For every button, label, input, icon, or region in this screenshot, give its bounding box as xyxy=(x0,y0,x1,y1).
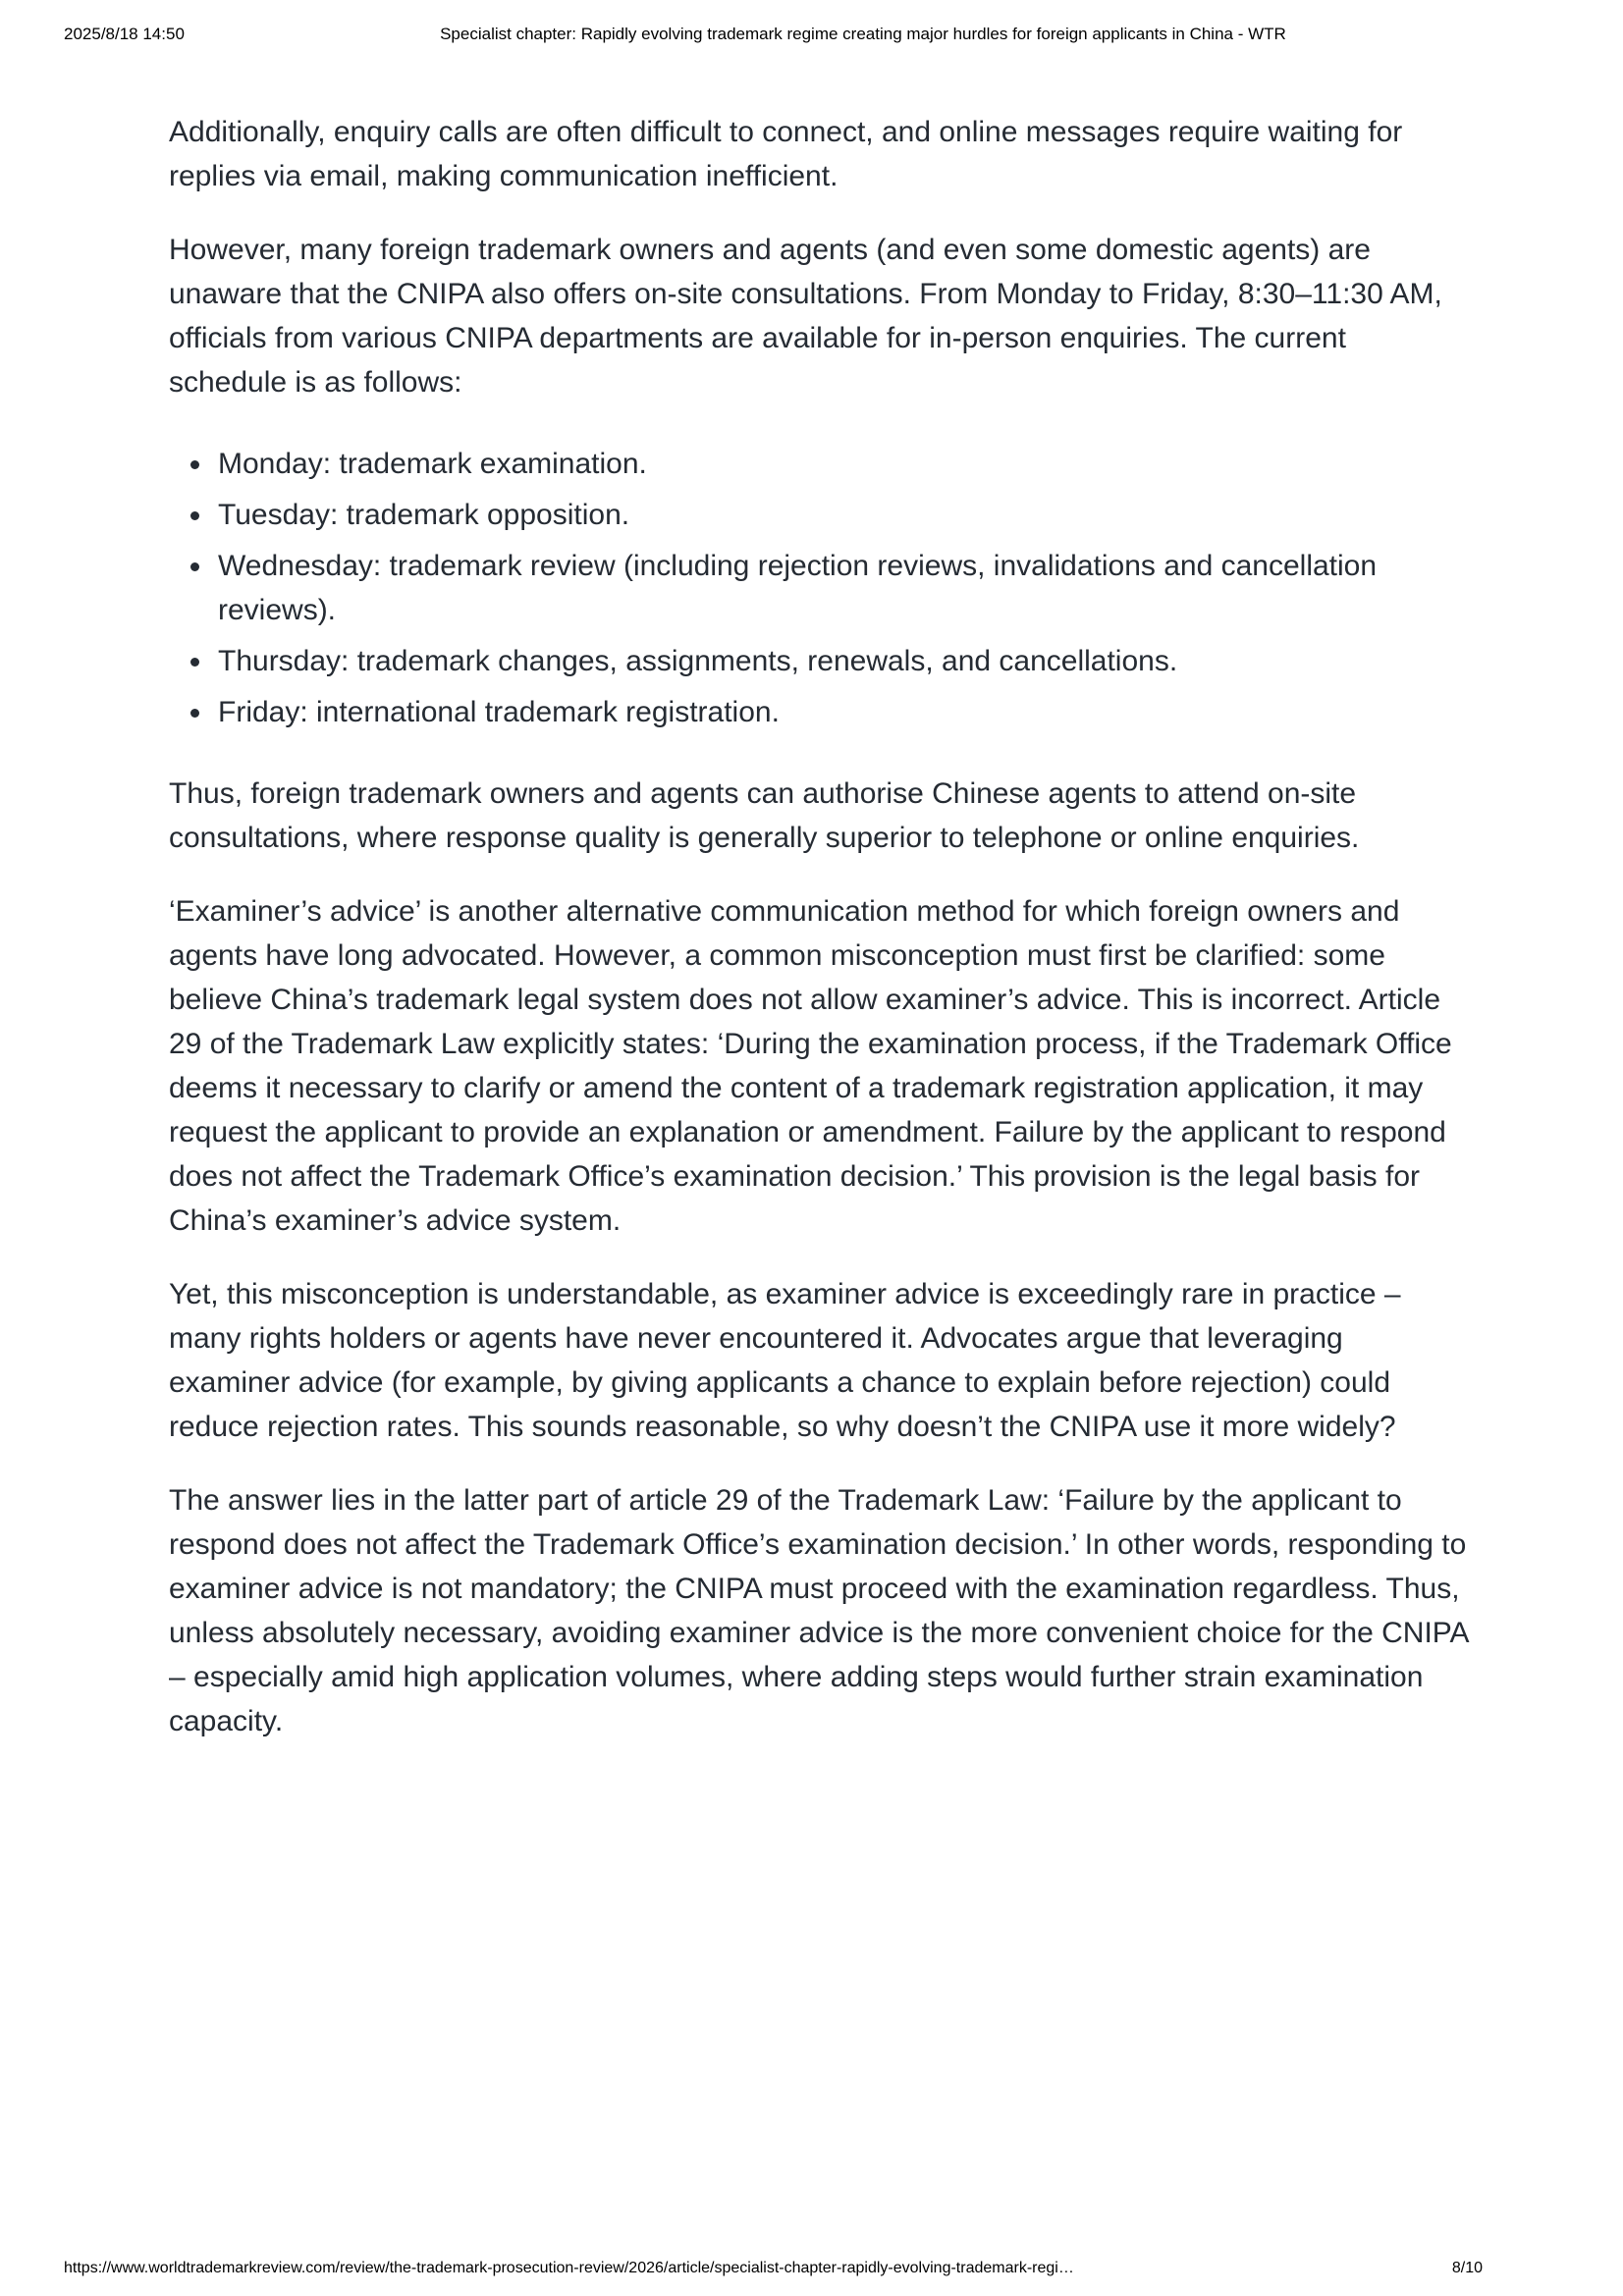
paragraph-authorise-agents: Thus, foreign trademark owners and agents can authorise Chinese agents to attend on-site consultations, where response quality is generally superior to telephone or online enquiries. xyxy=(169,777,1360,854)
print-header-datetime: 2025/8/18 14:50 xyxy=(64,25,185,43)
print-footer xyxy=(64,2259,1483,2278)
paragraph-onsite-consultations: However, many foreign trademark owners and agents (and even some domestic agents) are unaware that the CNIPA also offers on-site consultations. From Monday to Friday, 8:30–11:30 AM, officials from various CNIPA departments are available for in-person enquiries. The current schedule is as follows: xyxy=(169,234,1442,399)
page-number: 8/10 xyxy=(1451,2260,1483,2276)
schedule-item-friday: • Friday: international trademark registration. xyxy=(214,690,1471,734)
paragraph-examiners-advice: ‘Examiner’s advice’ is another alternative communication method for which foreign owners and agents have long advocated. However, a common misconception must first be clarified: some believe China’s trademark legal system does not allow examiner’s advice. This is incorrect. Article 29 of the Trademark Law explicitly states: ‘During the examination process, if the Trademark Office deems it necessary to clarify or amend the content of a trademark registration application, it may request the applicant to provide an explanation or amendment. Failure by the applicant to respond does not affect the Trademark Office’s examination decision.’ This provision is the legal basis for China’s examiner’s advice system. xyxy=(169,895,1452,1237)
article-body xyxy=(169,110,1471,1773)
print-header xyxy=(64,24,1483,45)
schedule-item-tuesday: • Tuesday: trademark opposition. xyxy=(214,493,1471,537)
print-footer-url: https://www.worldtrademarkreview.com/review/the-trademark-prosecution-review/2026/article/specialist-chapter-rapidly-evolving-trademark-regi… xyxy=(64,2260,1074,2276)
schedule-item-thursday: • Thursday: trademark changes, assignments, renewals, and cancellations. xyxy=(214,639,1471,683)
consultation-schedule-list xyxy=(169,442,1471,734)
paragraph-enquiry-calls: Additionally, enquiry calls are often difficult to connect, and online messages require waiting for replies via email, making communication inefficient. xyxy=(169,116,1403,192)
print-header-title: Specialist chapter: Rapidly evolving trademark regime creating major hurdles for foreign applicants in China - WTR xyxy=(440,25,1286,43)
paragraph-answer: The answer lies in the latter part of article 29 of the Trademark Law: ‘Failure by the applicant to respond does not affect the Trademark Office’s examination decision.’ In other words, responding to examiner advice is not mandatory; the CNIPA must proceed with the examination regardless. Thus, unless absolutely necessary, avoiding examiner advice is the more convenient choice for the CNIPA – especially amid high application volumes, where adding steps would further strain examination capacity. xyxy=(169,1484,1468,1737)
schedule-item-wednesday: • Wednesday: trademark review (including rejection reviews, invalidations and cancellation reviews). xyxy=(214,544,1471,632)
paragraph-misconception: Yet, this misconception is understandable, as examiner advice is exceedingly rare in practice – many rights holders or agents have never encountered it. Advocates argue that leveraging examiner advice (for example, by giving applicants a chance to explain before rejection) could reduce rejection rates. This sounds reasonable, so why doesn’t the CNIPA use it more widely? xyxy=(169,1278,1401,1443)
schedule-item-monday: • Monday: trademark examination. xyxy=(214,442,1471,486)
